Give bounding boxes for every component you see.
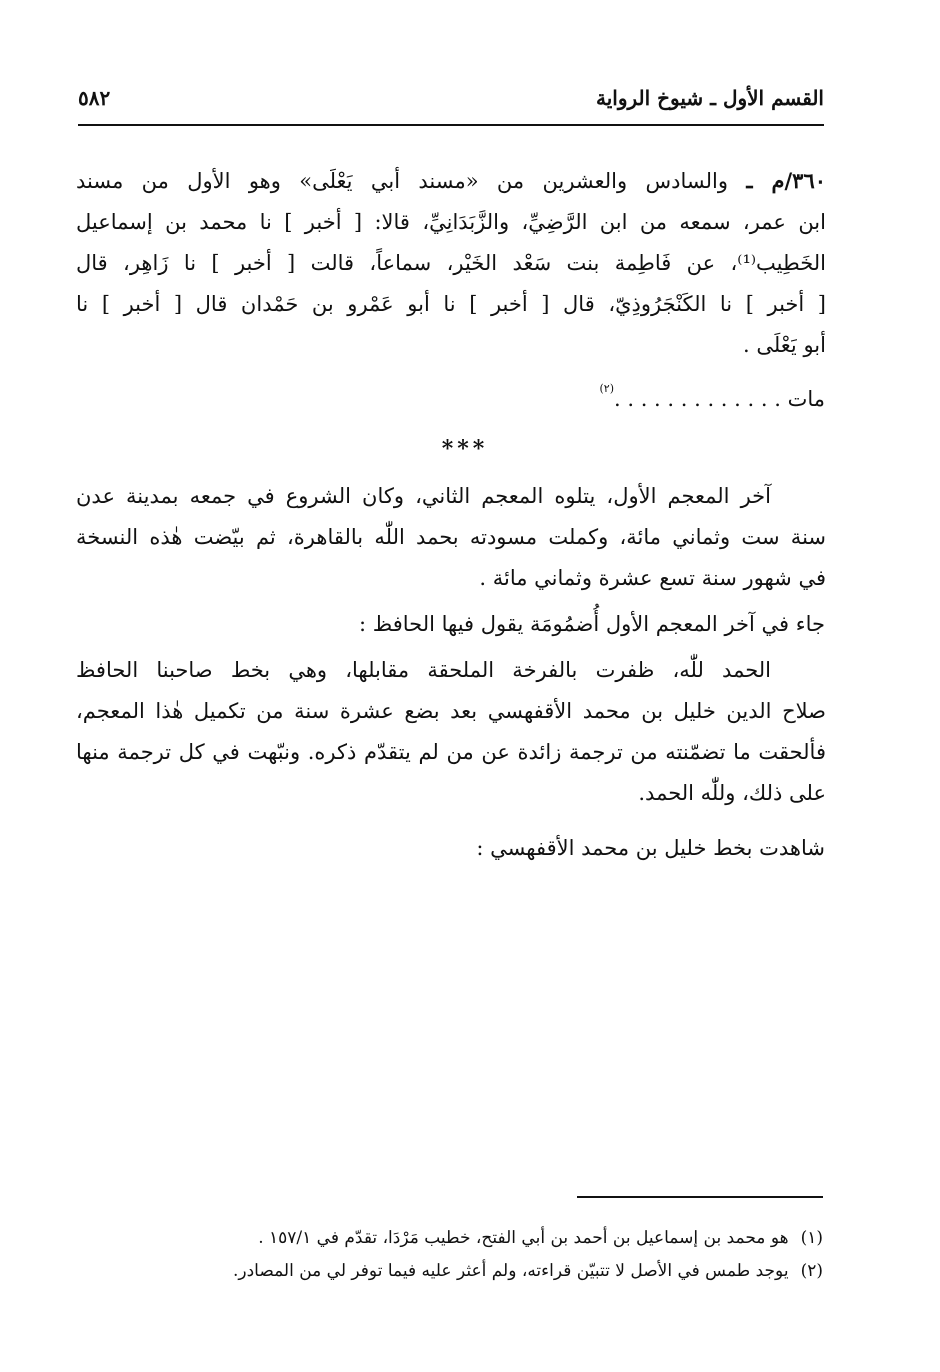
death-word: مات bbox=[787, 387, 825, 411]
note-line-1: الحمد للّٰه، ظفرت بالفرخة الملحقة مقابلها، وهي بخط صاحبنا الحافظ bbox=[76, 658, 771, 682]
entry-line-1-text: والسادس والعشرين من «مسند أبي يَعْلَى» وهو الأول من مسند bbox=[76, 169, 728, 193]
entry-line-3: الخَطِيب⁽¹⁾، عن فَاطِمة بنت سَعْد الخَيْر، سماعاً، قالت [ أخبر ] نا زَاهِر، قال bbox=[76, 251, 826, 275]
colophon-line-3: في شهور سنة تسع عشرة وثماني مائة . bbox=[479, 566, 826, 590]
ellipsis-dots: . . . . . . . . . . . . . bbox=[614, 387, 781, 411]
entry-line-2: ابن عمر، سمعه من ابن الرَّضِيِّ، والزَّبَدَانِيِّ، قالا: [ أخبر ] نا محمد بن إسماعيل bbox=[76, 210, 826, 234]
entry-line-4: [ أخبر ] نا الكَنْجَرُوذِيّ، قال [ أخبر ] نا أبو عَمْرو بن حَمْدان قال [ أخبر ] نا bbox=[76, 292, 826, 316]
entry-number: ٣٦٠/م ـ bbox=[746, 168, 826, 193]
death-date-line bbox=[599, 382, 825, 411]
colophon-line-1: آخر المعجم الأول، يتلوه المعجم الثاني، وكان الشروع في جمعه بمدينة عدن bbox=[76, 484, 771, 508]
footnotes bbox=[123, 1222, 823, 1288]
entry-line-1 bbox=[76, 160, 826, 202]
footnote-2 bbox=[123, 1255, 823, 1288]
witness-line: شاهدت بخط خليل بن محمد الأقفهسي : bbox=[476, 836, 825, 860]
footnote-1 bbox=[123, 1222, 823, 1255]
running-header bbox=[78, 86, 824, 118]
page-number: ٥٨٢ bbox=[78, 86, 111, 110]
footnote-ref-2: (٢) bbox=[599, 382, 614, 395]
note-paragraph bbox=[76, 650, 826, 814]
header-rule bbox=[78, 124, 824, 126]
footnote-2-number: (٢) bbox=[800, 1261, 823, 1281]
footnote-1-number: (١) bbox=[800, 1228, 823, 1248]
footnote-1-text: هو محمد بن إسماعيل بن أحمد بن أبي الفتح، خطيب مَرْدَا، تقدّم في ١٥٧/١ . bbox=[258, 1228, 789, 1248]
note-line-2: صلاح الدين خليل بن محمد الأقفهسي بعد بضع عشرة سنة من تكميل هٰذا المعجم، bbox=[76, 699, 826, 723]
note-line-3: فألحقت ما تضمّنته من ترجمة زائدة عن من لم يتقدّم ذكره. ونبّهت في كل ترجمة منها bbox=[76, 740, 826, 764]
footnote-2-text: يوجد طمس في الأصل لا تتبيّن قراءته، ولم أعثر عليه فيما توفر لي من المصادر. bbox=[232, 1261, 789, 1281]
running-header-title: القسم الأول ـ شيوخ الرواية bbox=[595, 86, 824, 110]
colophon-paragraph bbox=[76, 476, 826, 599]
colophon-line-2: سنة ست وثماني مائة، وكملت مسودته بحمد اللّٰه بالقاهرة، ثم بيّضت هٰذه النسخة bbox=[76, 525, 826, 549]
note-line-4: على ذلك، وللّٰه الحمد. bbox=[638, 781, 826, 805]
poem-intro: جاء في آخر المعجم الأول أُضمُومَة يقول فيها الحافظ : bbox=[359, 612, 825, 636]
entry-paragraph bbox=[76, 160, 826, 366]
footnote-rule bbox=[577, 1196, 823, 1198]
entry-line-5: أبو يَعْلَى . bbox=[743, 333, 826, 357]
section-separator: *** bbox=[441, 436, 489, 462]
